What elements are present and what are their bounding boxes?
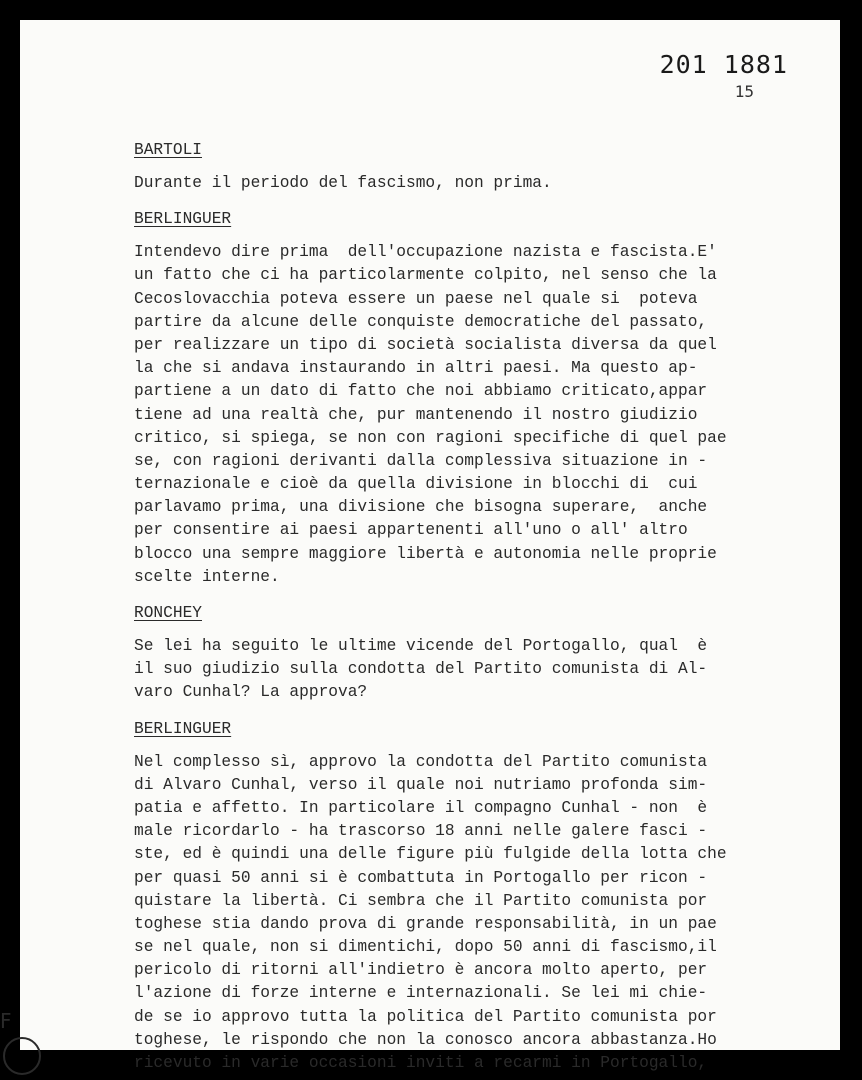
text-line: Durante il periodo del fascismo, non prima. [134,174,552,192]
page-number: 15 [734,82,754,101]
text-line: un fatto che ci ha particolarmente colpito, nel senso che la [134,266,717,285]
text-line: patia e affetto. In particolare il compagno Cunhal - non è [134,798,708,817]
text-line: de se io approvo tutta la politica del Partito comunista por [134,1007,717,1026]
text-line: ricevuto in varie occasioni inviti a recarmi in Portogallo, [134,1054,708,1072]
text-line: partiene a un dato di fatto che noi abbiamo criticato,appar [134,382,708,401]
speech-paragraph [134,241,784,589]
text-line: parlavamo prima, una divisione che bisogna superare, anche [134,498,708,517]
speaker-name: BERLINGUER [134,719,232,738]
document-number: 201 1881 [659,50,788,79]
text-line: pericolo di ritorni all'indietro è ancora molto aperto, per [134,961,708,980]
text-line: varo Cunhal? La approva? [134,683,368,702]
text-line: blocco una sempre maggiore libertà e autonomia nelle proprie [134,544,717,563]
text-line: ste, ed è quindi una delle figure più fulgide della lotta che [134,845,727,864]
text-line: toghese, le rispondo che non la conosco ancora abbastanza.Ho [134,1030,717,1049]
speech-paragraph [134,172,784,195]
text-line: Intendevo dire prima dell'occupazione nazista e fascista.E' [134,243,717,262]
text-line: ternazionale e cioè da quella divisione in blocchi di cui [134,475,698,494]
transcript-body [134,138,784,1075]
text-line: l'azione di forze interne e internazionali. Se lei mi chie- [134,984,708,1003]
text-line: quistare la libertà. Ci sembra che il Partito comunista por [134,891,708,910]
svg-text:F: F [0,1009,12,1033]
speech-paragraph [134,751,784,1076]
text-line: scelte interne. [134,567,280,586]
text-line: partire da alcune delle conquiste democratiche del passato, [134,312,708,331]
speaker-name: RONCHEY [134,604,202,622]
text-line: per consentire ai paesi appartenenti all'uno o all' altro [134,521,688,540]
text-line: critico, si spiega, se non con ragioni specifiche di quel pae [134,428,727,447]
text-line: la che si andava instaurando in altri paesi. Ma questo ap- [134,359,698,378]
speaker-name: BERLINGUER [134,210,232,229]
speaker-name: BARTOLI [134,141,202,159]
text-line: se nel quale, non si dimentichi, dopo 50 anni di fascismo,il [134,938,717,957]
text-line: tiene ad una realtà che, pur mantenendo il nostro giudizio [134,405,698,424]
text-line: di Alvaro Cunhal, verso il quale noi nutriamo profonda sim- [134,775,708,794]
text-line: Nel complesso sì, approvo la condotta del Partito comunista [134,752,708,771]
text-line: il suo giudizio sulla condotta del Partito comunista di Al- [134,660,708,679]
watermark-icon [0,1004,22,1064]
document-page [20,20,840,1072]
speech-paragraph [134,635,784,705]
text-line: se, con ragioni derivanti dalla complessiva situazione in - [134,451,708,470]
text-line: toghese stia dando prova di grande responsabilità, in un pae [134,914,717,933]
text-line: male ricordarlo - ha trascorso 18 anni nelle galere fasci - [134,822,708,841]
text-line: per realizzare un tipo di società socialista diversa da quel [134,335,717,354]
text-line: Cecoslovacchia poteva essere un paese nel quale si poteva [134,289,698,308]
text-line: per quasi 50 anni si è combattuta in Portogallo per ricon - [134,868,708,887]
text-line: Se lei ha seguito le ultime vicende del Portogallo, qual è [134,637,708,655]
